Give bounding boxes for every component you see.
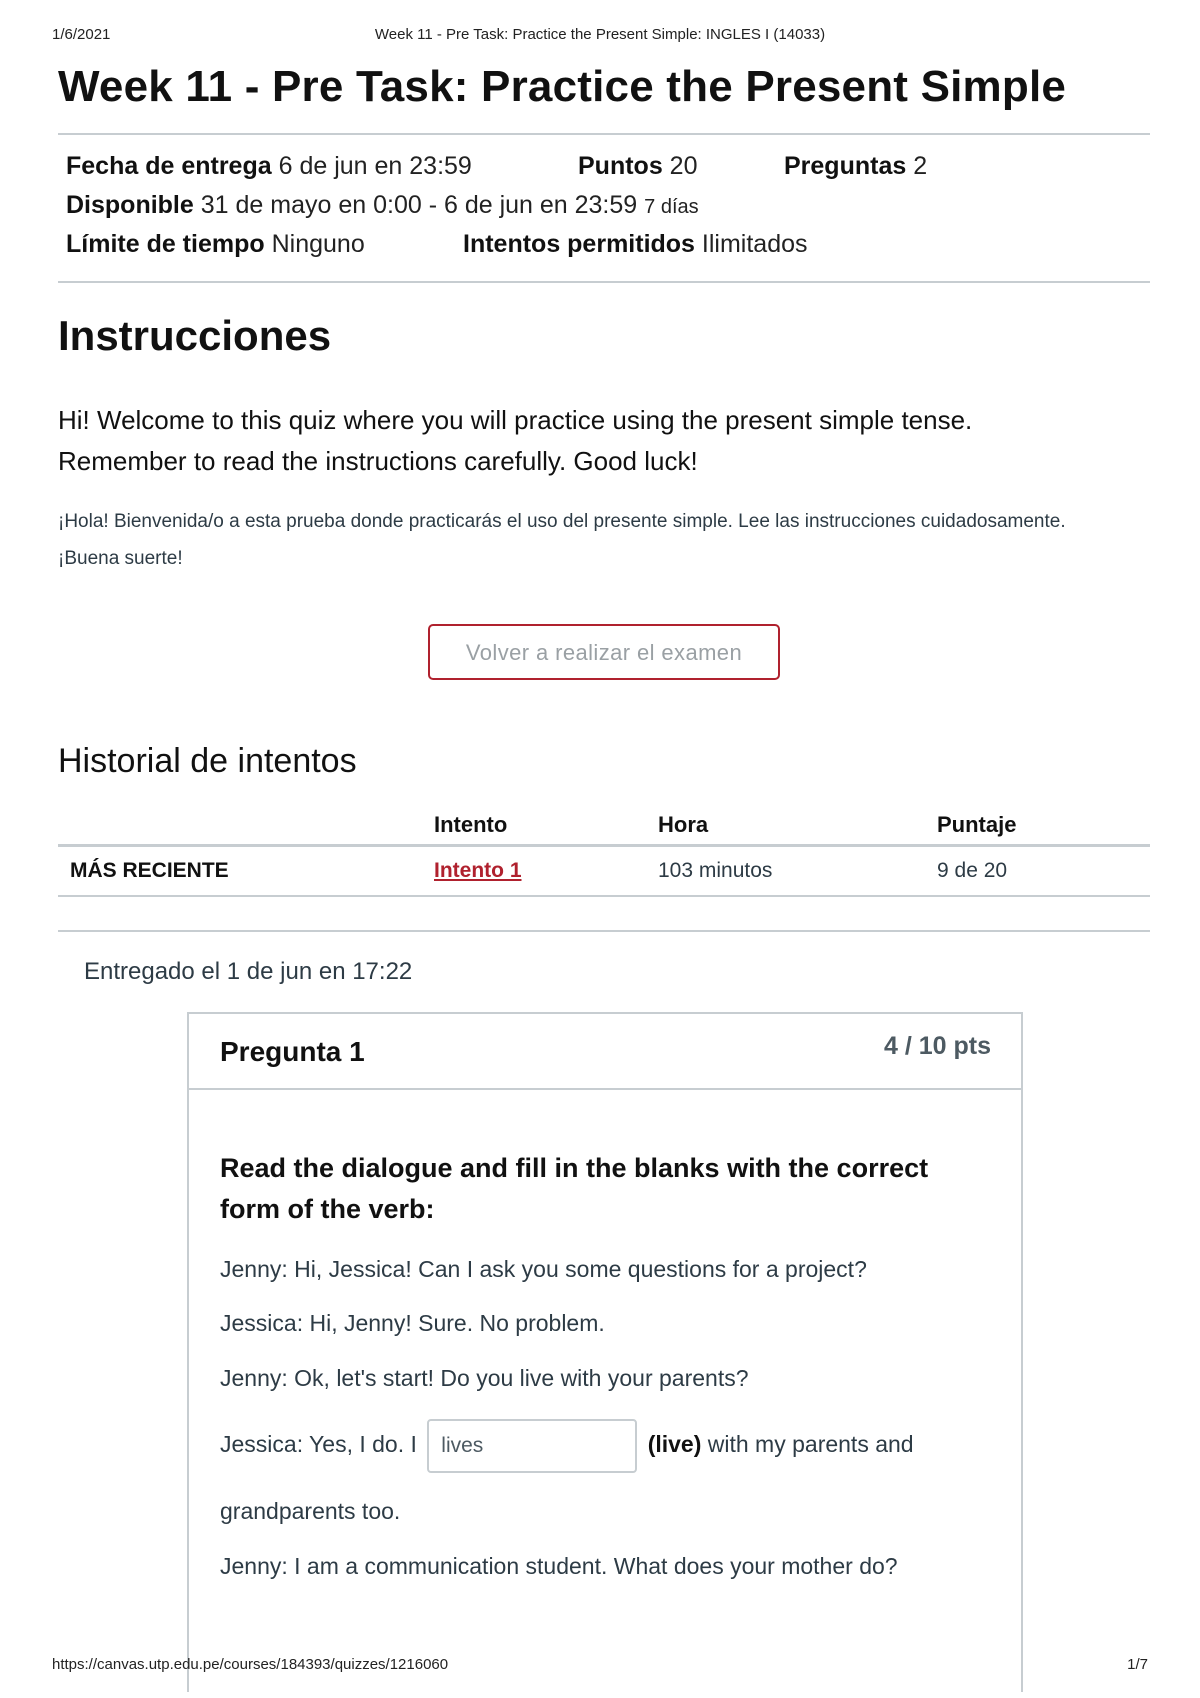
available-meta [66,191,699,220]
print-url: https://canvas.utp.edu.pe/courses/184393/quizzes/1216060 [52,1656,449,1673]
answer-input[interactable] [427,1419,637,1473]
print-date: 1/6/2021 [52,26,111,43]
available-value: 31 de mayo en 0:00 - 6 de jun en 23:59 [200,191,638,219]
verb-hint: (live) [647,1431,702,1458]
question-header [189,1014,1021,1090]
quiz-meta-row-1 [66,152,472,181]
questions-label: Preguntas [784,152,907,180]
dialogue-line: Jessica: Hi, Jenny! Sure. No problem. [220,1310,605,1336]
questions-meta [784,152,927,181]
divider [58,930,1150,932]
retake-quiz-button[interactable]: Volver a realizar el examen [428,624,780,680]
print-page-number: 1/7 [1127,1656,1148,1673]
instructions-heading: Instrucciones [58,312,332,359]
instructions-english-line: Remember to read the instructions carefully. Good luck! [58,446,698,476]
table-row [58,846,1150,897]
dialogue-line: Jenny: Ok, let's start! Do you live with your parents? [220,1365,749,1391]
time-cell: 103 minutos [658,846,937,897]
question-prompt: Read the dialogue and fill in the blanks with the correct form of the verb: [220,1153,929,1224]
available-days: 7 días [644,196,699,218]
print-header [52,26,1148,48]
due-label: Fecha de entrega [66,152,272,180]
time-limit-meta [66,230,365,259]
available-label: Disponible [66,191,194,219]
divider [58,133,1150,135]
column-header [58,806,434,846]
points-meta [578,152,697,181]
attempt-1-link[interactable]: Intento 1 [434,859,522,882]
submitted-timestamp: Entregado el 1 de jun en 17:22 [84,958,413,985]
dialogue-line: grandparents too. [220,1498,401,1524]
attempt-history-table [58,806,1150,897]
attempts-value: Ilimitados [701,230,808,258]
attempt-history-heading: Historial de intentos [58,742,357,780]
dialogue-text: with my parents and [707,1431,914,1458]
dialogue-line-with-blank [220,1419,914,1473]
dialogue-line: Jenny: I am a communication student. What does your mother do? [220,1553,898,1579]
time-limit-value: Ninguno [271,230,365,258]
attempt-cell [434,846,658,897]
column-header-attempt: Intento [434,806,658,846]
divider [58,281,1150,283]
points-value: 20 [669,152,698,180]
due-value: 6 de jun en 23:59 [278,152,472,180]
quiz-title: Week 11 - Pre Task: Practice the Present Simple [58,62,1067,111]
attempts-allowed-meta [463,230,808,259]
column-header-score: Puntaje [937,806,1150,846]
instructions-english [58,400,1148,482]
score-cell: 9 de 20 [937,846,1150,897]
question-1-card [187,1012,1023,1692]
instructions-spanish [58,503,1150,577]
instructions-english-line: Hi! Welcome to this quiz where you will practice using the present simple tense. [58,405,973,435]
question-title: Pregunta 1 [220,1036,365,1067]
row-label-most-recent: MÁS RECIENTE [58,846,434,897]
time-limit-label: Límite de tiempo [66,230,265,258]
print-doc-title: Week 11 - Pre Task: Practice the Present Simple: INGLES I (14033) [374,26,826,43]
table-header-row [58,806,1150,846]
dialogue-line: Jenny: Hi, Jessica! Can I ask you some questions for a project? [220,1256,867,1282]
attempts-label: Intentos permitidos [463,230,695,258]
instructions-spanish-line: ¡Buena suerte! [58,548,183,569]
column-header-time: Hora [658,806,937,846]
dialogue-text: Jessica: Yes, I do. I [220,1431,417,1458]
points-label: Puntos [578,152,663,180]
question-points: 4 / 10 pts [884,1032,991,1060]
questions-value: 2 [913,152,928,180]
instructions-spanish-line: ¡Hola! Bienvenida/o a esta prueba donde practicarás el uso del presente simple. Lee las instrucciones cuidadosamente. [58,511,1066,532]
